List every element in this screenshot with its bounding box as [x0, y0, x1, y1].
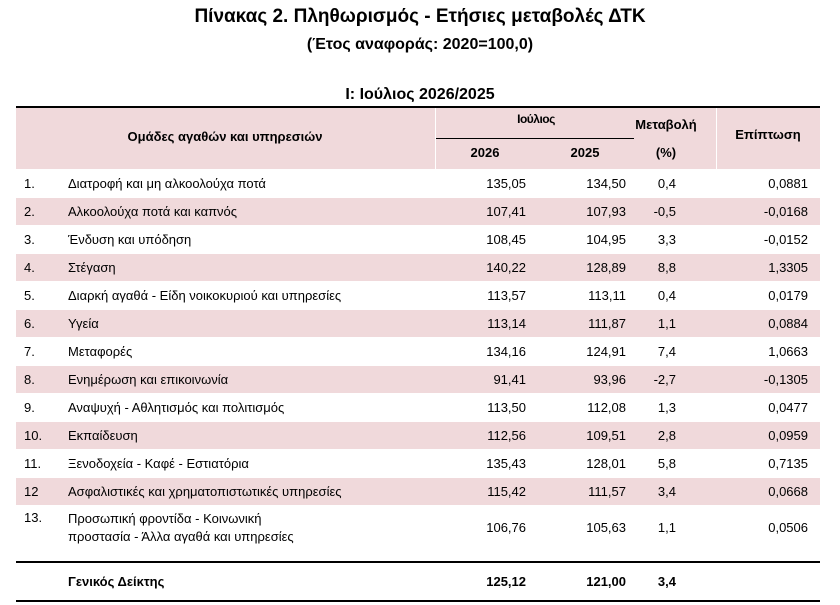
year-2025-header: 2025	[570, 145, 600, 160]
table-row	[16, 169, 820, 197]
change-percent: 0,4	[657, 288, 676, 303]
row-number: 3.	[24, 232, 35, 247]
table-row	[16, 281, 820, 309]
impact-value: 1,3305	[768, 260, 808, 275]
change-percent: 1,3	[657, 400, 676, 415]
row-number: 2.	[24, 204, 35, 219]
table-row	[16, 421, 820, 449]
change-percent: -2,7	[653, 372, 676, 387]
total-value-2025: 121,00	[586, 574, 626, 589]
group-name: Διαρκή αγαθά - Είδη νοικοκυριού και υπηρεσίες	[68, 288, 342, 303]
value-2025: 128,89	[586, 260, 626, 275]
group-name: Μεταφορές	[68, 344, 133, 359]
section-heading: Ι: Ιούλιος 2026/2025	[345, 86, 495, 103]
table-row	[16, 225, 820, 253]
group-name: Ξενοδοχεία - Καφέ - Εστιατόρια	[68, 456, 249, 471]
table-body	[16, 169, 820, 551]
table-title: Πίνακας 2. Πληθωρισμός - Ετήσιες μεταβολές ΔΤΚ	[194, 6, 646, 27]
row-number: 5.	[24, 288, 35, 303]
value-2026: 113,50	[487, 400, 526, 415]
table-header	[16, 106, 820, 169]
impact-value: 0,0959	[768, 428, 808, 443]
value-2026: 108,45	[486, 232, 526, 247]
base-year-subtitle: (Έτος αναφοράς: 2020=100,0)	[306, 36, 534, 53]
change-percent: 2,8	[657, 428, 676, 443]
group-name: Διατροφή και μη αλκοολούχα ποτά	[68, 176, 266, 191]
group-name-line: Προσωπική φροντίδα - Κοινωνική	[68, 511, 262, 526]
table-row	[16, 197, 820, 225]
change-percent: 1,1	[657, 520, 676, 535]
value-2025: 107,93	[586, 204, 626, 219]
group-name: Ασφαλιστικές και χρηματοπιστωτικές υπηρεσίες	[68, 484, 342, 499]
table-row	[16, 253, 820, 281]
change-column-header: Μεταβολή	[635, 117, 697, 132]
impact-value: -0,1305	[763, 372, 808, 387]
change-percent: 7,4	[657, 344, 676, 359]
value-2026: 113,14	[487, 316, 526, 331]
value-2026: 112,56	[487, 428, 526, 443]
group-name-line: προστασία - Άλλα αγαθά και υπηρεσίες	[68, 529, 294, 544]
row-number: 8.	[24, 372, 35, 387]
total-label: Γενικός Δείκτης	[68, 574, 165, 589]
value-2026: 106,76	[486, 520, 526, 535]
total-value-2026: 125,12	[486, 574, 526, 589]
value-2026: 113,57	[487, 288, 526, 303]
value-2026: 135,05	[486, 176, 526, 191]
impact-value: 0,0881	[768, 176, 808, 191]
group-name: Αλκοολούχα ποτά και καπνός	[68, 204, 238, 219]
table-row	[16, 393, 820, 421]
value-2026: 115,42	[487, 484, 526, 499]
impact-value: -0,0168	[763, 204, 808, 219]
value-2025: 104,95	[586, 232, 626, 247]
value-2026: 91,41	[493, 372, 526, 387]
group-name: Υγεία	[68, 316, 99, 331]
spacer	[16, 551, 820, 561]
value-2025: 105,63	[586, 520, 626, 535]
change-percent: 3,4	[657, 484, 676, 499]
group-name: Ενημέρωση και επικοινωνία	[68, 372, 229, 387]
impact-value: 1,0663	[768, 344, 808, 359]
change-percent: 3,3	[657, 232, 676, 247]
value-2025: 111,87	[588, 316, 626, 331]
table-row	[16, 505, 820, 551]
row-number: 6.	[24, 316, 35, 331]
total-row	[16, 561, 820, 602]
row-number: 9.	[24, 400, 35, 415]
change-percent: 0,4	[657, 176, 676, 191]
impact-value: 0,0477	[768, 400, 808, 415]
change-percent: -0,5	[653, 204, 676, 219]
value-2025: 124,91	[586, 344, 626, 359]
impact-value: 0,0884	[768, 316, 808, 331]
group-name: Στέγαση	[68, 260, 116, 275]
percent-unit-header: (%)	[655, 145, 677, 160]
value-2025: 113,11	[588, 288, 626, 303]
group-name: Αναψυχή - Αθλητισμός και πολιτισμός	[68, 400, 285, 415]
change-percent: 8,8	[657, 260, 676, 275]
impact-value: 0,0668	[768, 484, 808, 499]
header-divider	[435, 108, 436, 169]
row-number: 4.	[24, 260, 35, 275]
impact-column-header: Επίπτωση	[735, 127, 801, 142]
row-number: 13.	[24, 510, 43, 525]
value-2026: 135,43	[486, 456, 526, 471]
row-number: 7.	[24, 344, 35, 359]
value-2026: 140,22	[486, 260, 526, 275]
value-2025: 134,50	[586, 176, 626, 191]
month-divider	[436, 138, 634, 139]
change-percent: 5,8	[657, 456, 676, 471]
table-row	[16, 365, 820, 393]
value-2025: 111,57	[588, 484, 626, 499]
month-column-header: Ιούλιος	[517, 112, 555, 126]
impact-value: -0,0152	[763, 232, 808, 247]
impact-value: 0,7135	[768, 456, 808, 471]
row-number: 12	[24, 484, 39, 499]
group-name: Ένδυση και υπόδηση	[68, 232, 192, 247]
group-name: Εκπαίδευση	[68, 428, 138, 443]
value-2025: 93,96	[593, 372, 626, 387]
table-row	[16, 309, 820, 337]
year-2026-header: 2026	[470, 145, 500, 160]
total-change: 3,4	[657, 574, 676, 589]
groups-column-header: Ομάδες αγαθών και υπηρεσιών	[127, 129, 323, 144]
cpi-table	[16, 106, 820, 602]
impact-value: 0,0179	[768, 288, 808, 303]
value-2026: 107,41	[486, 204, 526, 219]
value-2025: 112,08	[587, 400, 626, 415]
value-2025: 109,51	[586, 428, 626, 443]
value-2026: 134,16	[486, 344, 526, 359]
row-number: 1.	[24, 176, 35, 191]
row-number: 10.	[24, 428, 43, 443]
group-name	[68, 510, 428, 546]
value-2025: 128,01	[586, 456, 626, 471]
header-divider	[716, 108, 717, 169]
row-number: 11.	[24, 456, 42, 471]
impact-value: 0,0506	[768, 520, 808, 535]
table-row	[16, 449, 820, 477]
table-row	[16, 477, 820, 505]
table-row	[16, 337, 820, 365]
change-percent: 1,1	[657, 316, 676, 331]
